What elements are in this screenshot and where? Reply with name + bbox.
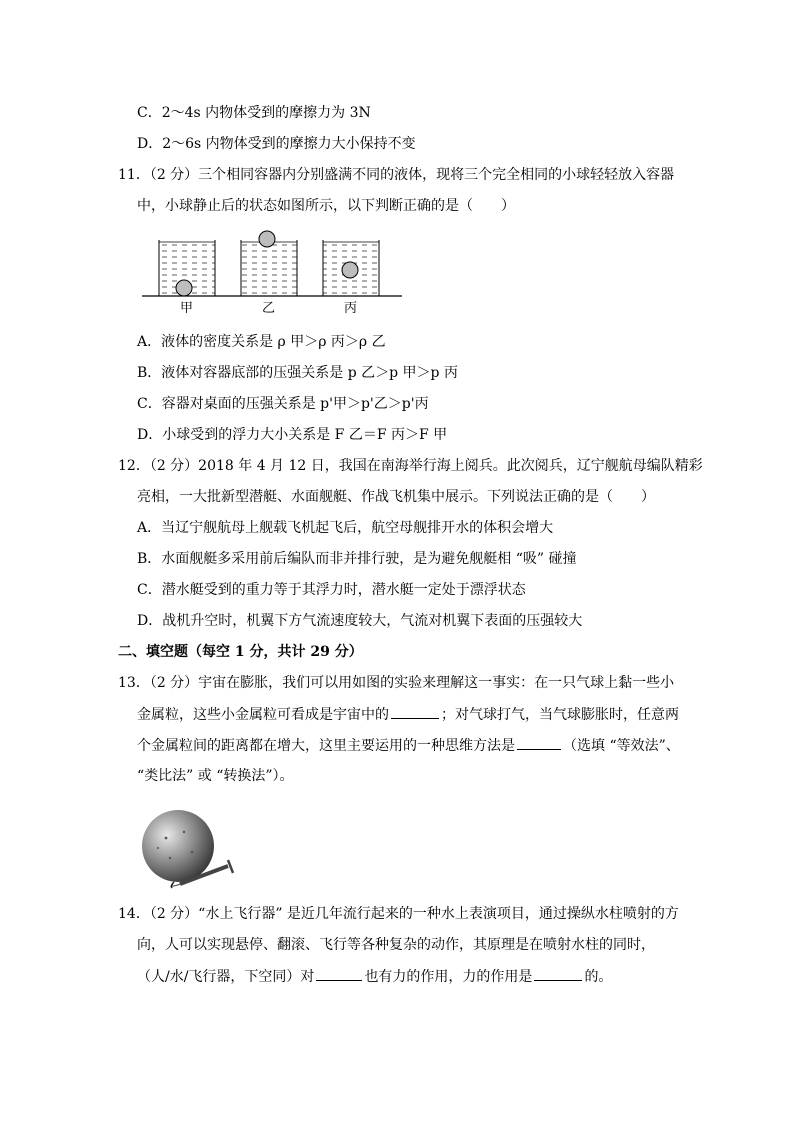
label-bing: 丙 — [344, 301, 358, 316]
balloon-pump-figure — [140, 808, 240, 890]
ball-bing — [342, 262, 358, 278]
q12-stem-line2: 亮相，一大批新型潜艇、水面舰艇、作战飞机集中展示。下列说法正确的是（ ） — [137, 489, 655, 505]
balloon-neck — [171, 882, 174, 888]
container-jia — [159, 240, 215, 296]
q14-line2: 向，人可以实现悬停、翻滚、飞行等各种复杂的动作，其原理是在喷射水柱的同时， — [137, 937, 655, 953]
q14-line3: （人/水/飞行器，下空同）对 也有力的作用，力的作用是 的。 — [137, 966, 612, 987]
container-yi — [241, 231, 297, 296]
balloon — [142, 810, 214, 882]
q13-line2: 金属粒，这些小金属粒可看成是宇宙中的 ；对气球打气，当气球膨胀时，任意两 — [137, 704, 679, 725]
q12-option-b: B．水面舰艇多采用前后编队而非并排行驶，是为避免舰艇相 “吸” 碰撞 — [137, 551, 577, 567]
q11-stem-line1: 11．（2 分）三个相同容器内分别盛满不同的液体，现将三个完全相同的小球轻轻放入容器 — [118, 167, 675, 183]
label-jia: 甲 — [180, 301, 194, 316]
q14-line1: 14．（2 分）“水上飞行器” 是近几年流行起来的一种水上表演项目，通过操纵水柱喷射的方 — [118, 906, 679, 922]
q11-option-d: D．小球受到的浮力大小关系是 F 乙＝F 丙＞F 甲 — [137, 427, 448, 443]
q12-option-d: D．战机升空时，机翼下方气流速度较大，气流对机翼下表面的压强较大 — [137, 613, 583, 629]
q14-blank-2[interactable] — [534, 966, 582, 981]
container-bing — [323, 240, 379, 296]
q10-option-d: D．2～6s 内物体受到的摩擦力大小保持不变 — [137, 136, 416, 152]
q13-line4: “类比法” 或 “转换法”）。 — [137, 768, 294, 784]
q11-option-a: A．液体的密度关系是 ρ 甲＞ρ 丙＞ρ 乙 — [137, 334, 386, 350]
q11-option-c: C．容器对桌面的压强关系是 p'甲＞p'乙＞p'丙 — [137, 396, 429, 412]
q11-option-b: B．液体对容器底部的压强关系是 p 乙＞p 甲＞p 丙 — [137, 365, 458, 381]
q13-blank-2[interactable] — [517, 735, 561, 750]
q12-stem-line1: 12．（2 分）2018 年 4 月 12 日，我国在南海举行海上阅兵。此次阅兵，辽宁舰航母编队精彩 — [118, 458, 703, 474]
q11-stem-line2: 中，小球静止后的状态如图所示，以下判断正确的是（ ） — [137, 198, 515, 214]
label-yi: 乙 — [262, 301, 276, 316]
q14-blank-1[interactable] — [316, 966, 362, 981]
q13-blank-1[interactable] — [391, 704, 439, 719]
ball-jia — [176, 280, 192, 296]
q12-option-a: A．当辽宁舰航母上舰载飞机起飞后，航空母舰排开水的体积会增大 — [137, 520, 554, 536]
q13-line3: 个金属粒间的距离都在增大，这里主要运用的一种思维方法是 （选填 “等效法”、 — [137, 735, 680, 756]
ball-yi — [259, 231, 275, 247]
section-title: 二、填空题（每空 1 分，共计 29 分） — [118, 644, 363, 660]
q13-line1: 13．（2 分）宇宙在膨胀，我们可以用如图的实验来理解这一事实：在一只气球上黏一些小 — [118, 675, 675, 691]
q12-option-c: C．潜水艇受到的重力等于其浮力时，潜水艇一定处于漂浮状态 — [137, 582, 526, 598]
q10-option-c: C．2～4s 内物体受到的摩擦力为 3N — [137, 105, 371, 121]
q11-containers-figure — [140, 230, 405, 320]
